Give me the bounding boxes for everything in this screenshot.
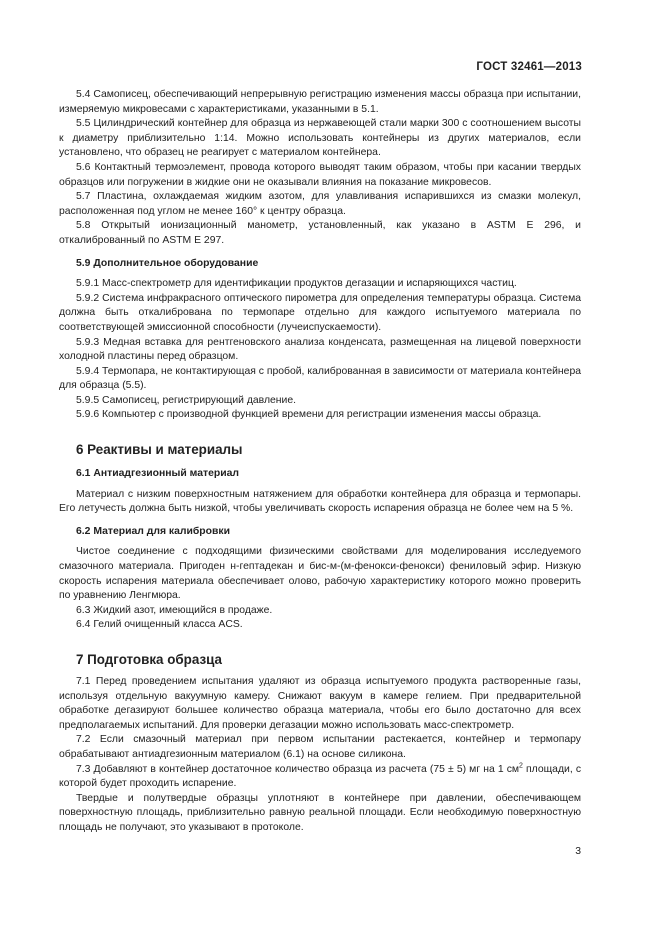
clause-5-6: 5.6 Контактный термоэлемент, провода которого выводят таким образом, чтобы при касании твердых образцов или погружении в жидкие они не оказывали влияния на показание микровесов. [59,161,581,188]
subheading-6-2: 6.2 Материал для калибровки [76,525,230,537]
clause-5-9-6: 5.9.6 Компьютер с производной функцией времени для регистрации изменения массы образца. [76,409,542,421]
section-heading-7: 7 Подготовка образца [76,652,222,667]
clause-5-7: 5.7 Пластина, охлаждаемая жидким азотом, для улавливания испарившихся из смазки молекул, расположенная под углом не менее 160° к центру образца. [59,191,581,217]
clause-7-3-part-a: 7.3 Добавляют в контейнер достаточное количество образца из расчета (75 ± 5) мг на 1 см [76,763,520,775]
page-number: 3 [575,846,581,857]
clause-5-9-5: 5.9.5 Самописец, регистрирующий давление. [76,394,297,406]
page-content [59,88,581,836]
clause-7-3 [59,763,581,792]
clause-7-3-continuation: Твердые и полутвердые образцы уплотняют в контейнере при давлении, обеспечивающем поверхностную площадь, приблизительно равную реальной площади. Если необходимую поверхностную площадь не получают, это указывают в протоколе. [59,792,581,833]
clause-5-8: 5.8 Открытый ионизационный манометр, установленный, как указано в ASTM E 296, и откалиброванный по ASTM E 297. [59,220,581,246]
clause-5-5: 5.5 Цилиндрический контейнер для образца из нержавеющей стали марки 300 с соотношением высоты к диаметру приблизительно 1:14. Можно использовать контейнеры из других материалов, если установлено, что образец не реагирует с материалом контейнера. [59,118,581,159]
clause-5-9-1: 5.9.1 Масс-спектрометр для идентификации продуктов дегазации и испаряющихся частиц. [76,278,517,290]
clause-7-1: 7.1 Перед проведением испытания удаляют из образца испытуемого продукта растворенные газы, используя отдельную вакуумную камеру. Снижают вакуум в камере гелием. При предварительной обработке дегазируют большее количество образца материала, чтобы его было достаточно для всех предполагаемых испытаний. Для проверки дегазации можно использовать масс-спектрометр. [59,676,581,731]
subheading-6-1: 6.1 Антиадгезионный материал [76,468,239,480]
document-id-header: ГОСТ 32461—2013 [476,61,582,73]
clause-5-9-4: 5.9.4 Термопара, не контактирующая с пробой, калиброванная в зависимости от материала контейнера для образца (5.5). [59,365,581,392]
clause-6-2-text: Чистое соединение с подходящими физическими свойствами для моделирования исследуемого смазочного материала. Пригоден н-гептадекан и бис-м-(м-фенокси-фенокси) фениловый эфир. Низкую скорость испарения материала обеспечивает олово, рабочую характеристику которого можно проверить по уравнению Ленгмюра. [59,546,581,602]
clause-5-4: 5.4 Самописец, обеспечивающий непрерывную регистрацию изменения массы образца при испытании, измеряемую микровесами с характеристиками, указанными в 5.1. [59,89,581,115]
clause-6-3: 6.3 Жидкий азот, имеющийся в продаже. [76,604,273,616]
clause-6-1-text: Материал с низким поверхностным натяжением для обработки контейнера для образца и термопары. Его летучесть должна быть низкой, чтобы увеличивать скорость испарения образца не более чем на 5 %. [59,488,581,515]
clause-6-4: 6.4 Гелий очищенный класса ACS. [76,619,243,631]
section-heading-6: 6 Реактивы и материалы [76,442,243,458]
clause-7-3-part-b: площади, с которой будет проходить испарение. [59,763,582,790]
clause-5-9-2: 5.9.2 Система инфракрасного оптического пирометра для определения температуры образца. Система должна быть откалибрована по термопаре отдельно для каждого испытуемого материала по соответствующей эмиссионной способности (лучеиспускаемости). [59,292,581,333]
square-superscript: 2 [519,762,523,770]
clause-7-2: 7.2 Если смазочный материал при первом испытании растекается, контейнер и термопару обрабатывают антиадгезионным материалом (6.1) на основе силикона. [59,734,581,760]
clause-5-9-3: 5.9.3 Медная вставка для рентгеновского анализа конденсата, размещенная на лицевой поверхности холодной пластины перед образцом. [59,336,581,363]
subheading-5-9: 5.9 Дополнительное оборудование [76,257,259,269]
